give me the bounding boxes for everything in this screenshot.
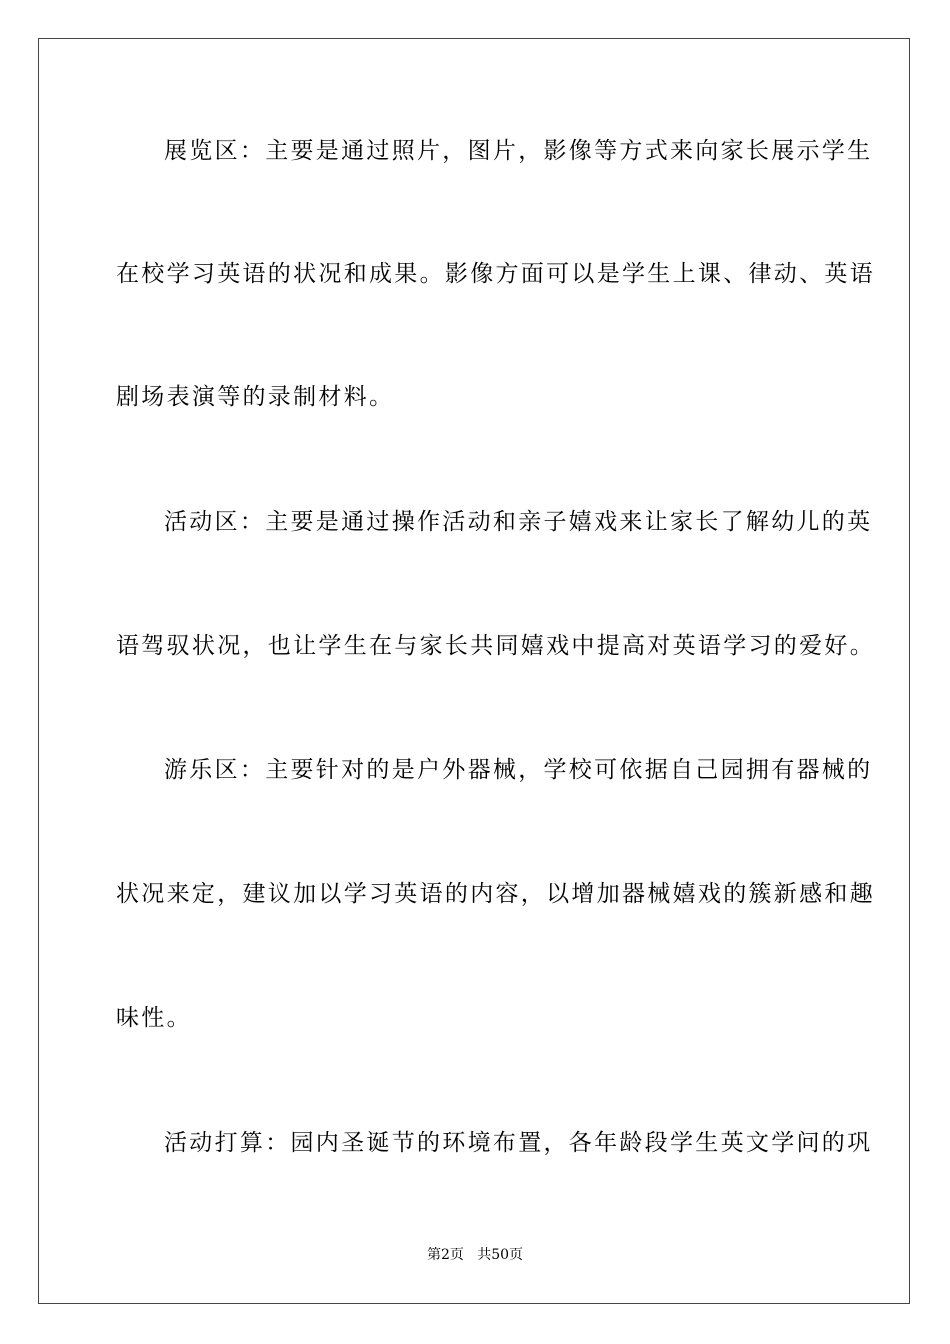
paragraph-exhibition-line-3: 剧场表演等的录制材料。 (116, 384, 395, 410)
paragraph-playground-line-1: 游乐区：主要针对的是户外器械，学校可依据自己园拥有器械的 (164, 757, 873, 783)
paragraph-playground-line-2: 状况来定，建议加以学习英语的内容，以增加器械嬉戏的簇新感和趣 (116, 881, 875, 907)
page-number-footer: 第2页 共50页 (426, 1247, 524, 1263)
paragraph-activity-line-2: 语驾驭状况，也让学生在与家长共同嬉戏中提高对英语学习的爱好。 (116, 633, 875, 659)
page-border (38, 38, 910, 1304)
paragraph-plan-line-1: 活动打算：园内圣诞节的环境布置，各年龄段学生英文学问的巩 (164, 1130, 873, 1156)
paragraph-exhibition-line-1: 展览区：主要是通过照片，图片，影像等方式来向家长展示学生 (164, 138, 873, 164)
paragraph-playground-line-3: 味性。 (116, 1005, 192, 1031)
paragraph-exhibition-line-2: 在校学习英语的状况和成果。影像方面可以是学生上课、律动、英语 (116, 261, 875, 287)
paragraph-activity-line-1: 活动区：主要是通过操作活动和亲子嬉戏来让家长了解幼儿的英 (164, 509, 873, 535)
